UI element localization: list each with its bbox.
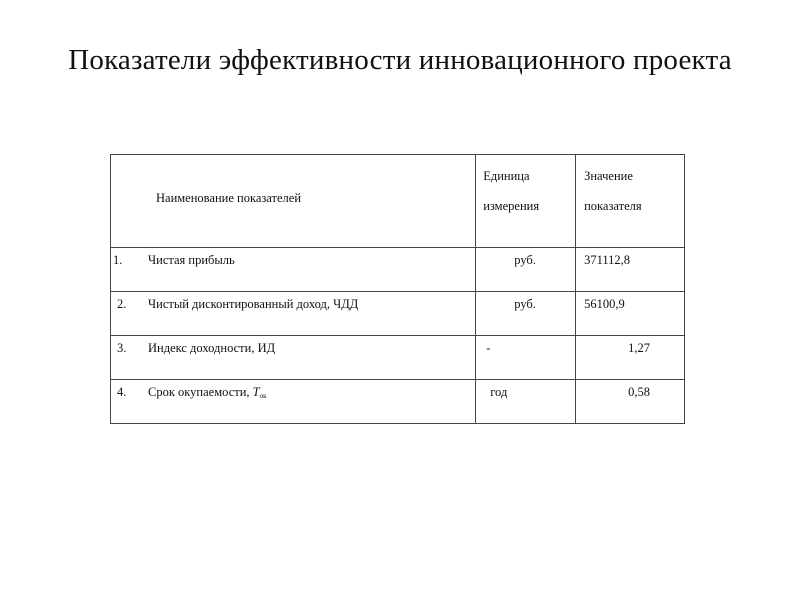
row-number: 1. — [113, 253, 123, 267]
row-name-cell — [111, 336, 476, 380]
table-row — [111, 336, 685, 380]
header-unit-cell — [476, 155, 576, 248]
page-title: Показатели эффективности инновационного проекта — [68, 44, 732, 76]
row-label: Чистый дисконтированный доход, ЧДД — [148, 297, 359, 311]
row-value: 371112,8 — [584, 253, 631, 267]
row-unit: руб. — [514, 253, 536, 267]
row-number: 2. — [117, 297, 127, 311]
header-value-cell — [576, 155, 685, 248]
row-label-symbol: Т — [252, 385, 260, 399]
indicators-table — [110, 154, 685, 424]
header-value-line2: показателя — [584, 199, 642, 213]
row-value: 1,27 — [628, 341, 650, 355]
row-value-cell — [576, 336, 685, 380]
row-unit-cell — [476, 380, 576, 424]
row-value: 56100,9 — [584, 297, 625, 311]
row-unit: год — [490, 385, 508, 399]
row-number: 4. — [117, 385, 127, 399]
row-label: Чистая прибыль — [148, 253, 235, 267]
row-label: Срок окупаемости, — [148, 385, 253, 399]
row-label-subscript: ок — [259, 392, 267, 400]
row-label-group — [148, 385, 267, 400]
row-value-cell — [576, 248, 685, 292]
row-value-cell — [576, 380, 685, 424]
table-row — [111, 380, 685, 424]
header-unit-line1: Единица — [483, 169, 530, 183]
row-unit-cell — [476, 336, 576, 380]
table-row — [111, 248, 685, 292]
header-value-line1: Значение — [584, 169, 633, 183]
header-unit-line2: измерения — [483, 199, 540, 213]
row-label: Индекс доходности, ИД — [148, 341, 276, 355]
row-unit: - — [486, 341, 491, 355]
row-value: 0,58 — [628, 385, 650, 399]
row-name-cell — [111, 292, 476, 336]
row-unit-cell — [476, 248, 576, 292]
row-value-cell — [576, 292, 685, 336]
table-header-row — [111, 155, 685, 248]
table-row — [111, 292, 685, 336]
row-unit-cell — [476, 292, 576, 336]
row-name-cell — [111, 380, 476, 424]
row-name-cell — [111, 248, 476, 292]
row-number: 3. — [117, 341, 127, 355]
row-unit: руб. — [514, 297, 536, 311]
header-name-cell — [111, 155, 476, 248]
header-name: Наименование показателей — [156, 190, 302, 205]
